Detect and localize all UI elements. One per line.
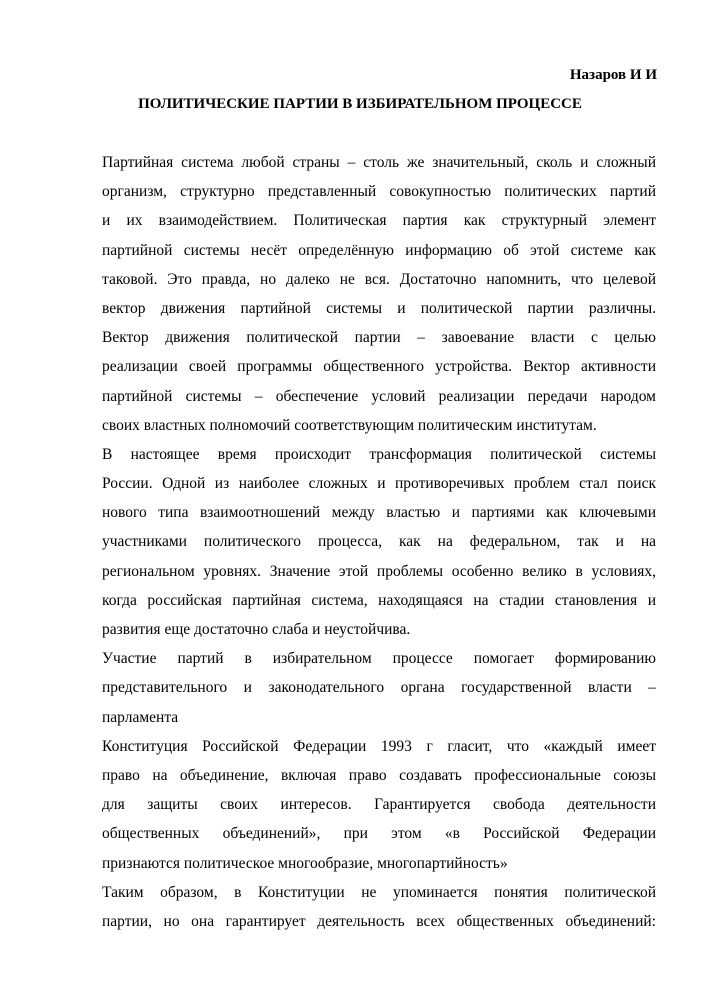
- text-line: В настоящее время происходит трансформация политической системы: [102, 445, 656, 463]
- document-title: ПОЛИТИЧЕСКИЕ ПАРТИИ В ИЗБИРАТЕЛЬНОМ ПРОЦЕССЕ: [138, 96, 582, 112]
- text-line: Вектор движения политической партии – завоевание власти с целью: [102, 329, 656, 347]
- text-line: таковой. Это правда, но далеко не вся. Достаточно напомнить, что целевой: [102, 270, 656, 288]
- text-line: России. Одной из наиболее сложных и противоречивых проблем стал поиск: [102, 475, 656, 493]
- text-line: и их взаимодействием. Политическая партия как структурный элемент: [102, 212, 656, 230]
- text-line: нового типа взаимоотношений между властью и партиями как ключевыми: [102, 504, 656, 522]
- author-name: Назаров И И: [569, 67, 657, 83]
- text-line: Участие партий в избирательном процессе помогает формированию: [102, 650, 656, 668]
- text-line: Конституция Российской Федерации 1993 г гласит, что «каждый имеет: [102, 737, 656, 755]
- text-line: партии, но она гарантирует деятельность всех общественных объединений:: [102, 912, 656, 930]
- text-line: реализации своей программы общественного устройства. Вектор активности: [102, 358, 656, 376]
- text-line: партийной системы – обеспечение условий реализации передачи народом: [102, 387, 656, 405]
- text-line: партийной системы несёт определённую информацию об этой системе как: [102, 241, 656, 259]
- text-line: региональном уровнях. Значение этой проблемы особенно велико в условиях,: [102, 562, 656, 580]
- text-line: своих властных полномочий соответствующим политическим институтам.: [102, 416, 597, 434]
- text-line: участниками политического процесса, как на федеральном, так и на: [102, 533, 656, 551]
- body-text: [102, 148, 656, 936]
- text-line: общественных объединений», при этом «в Российской Федерации: [102, 825, 656, 843]
- text-line: Партийная система любой страны – столь же значительный, сколь и сложный: [102, 154, 656, 171]
- text-line: развития еще достаточно слаба и неустойчива.: [102, 621, 411, 638]
- text-line: для защиты своих интересов. Гарантируется свобода деятельности: [102, 796, 656, 814]
- text-line: вектор движения партийной системы и политической партии различны.: [102, 299, 656, 317]
- text-line: представительного и законодательного органа государственной власти –: [102, 679, 656, 697]
- text-line: парламента: [102, 708, 179, 726]
- text-line: признаются политическое многообразие, многопартийность»: [102, 854, 508, 872]
- text-line: право на объединение, включая право создавать профессиональные союзы: [102, 766, 656, 784]
- text-line: организм, структурно представленный совокупностью политических партий: [102, 183, 656, 201]
- text-line: когда российская партийная система, находящаяся на стадии становления и: [102, 591, 656, 609]
- text-line: Таким образом, в Конституции не упоминается понятия политической: [102, 883, 656, 901]
